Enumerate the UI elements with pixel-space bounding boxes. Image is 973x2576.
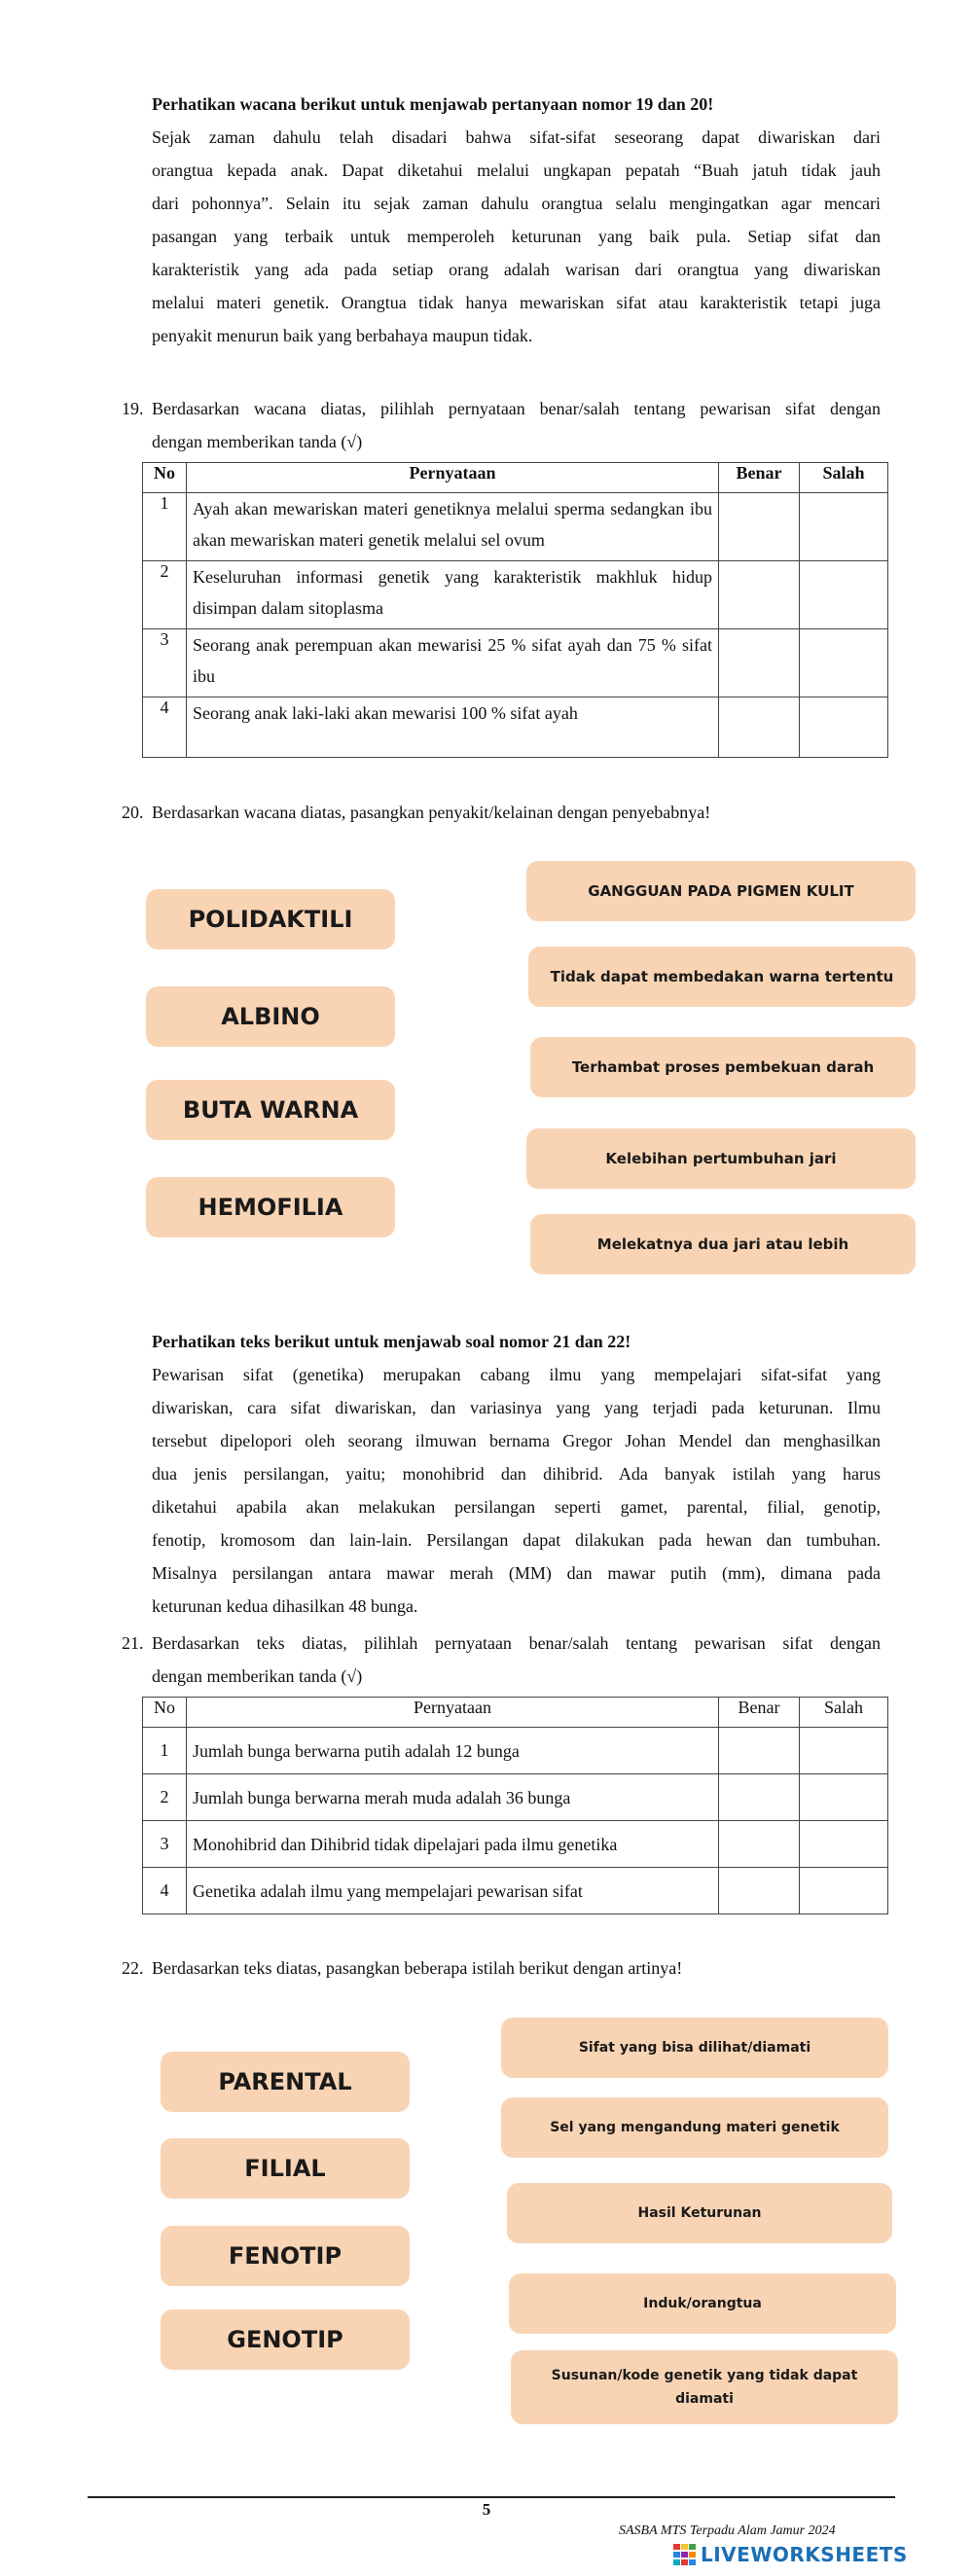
row-number: 4 (143, 698, 187, 758)
wacana1-line: melalui materi genetik. Orangtua tidak hanya mewariskan sifat atau karakteristik tetapi juga (152, 293, 881, 312)
salah-cell[interactable] (800, 1728, 888, 1774)
q22-number: 22. (122, 1958, 144, 1978)
row-number: 4 (143, 1868, 187, 1914)
q19-table-header (143, 463, 888, 493)
benar-cell[interactable] (719, 1728, 800, 1774)
match-left-fenotip[interactable]: FENOTIP (161, 2226, 410, 2286)
q19-text-line2: dengan memberikan tanda (√) (152, 432, 363, 451)
row-statement: Seorang anak laki-laki akan mewarisi 100 % sifat ayah (187, 698, 719, 758)
table-row (143, 1728, 888, 1774)
q20-number: 20. (122, 803, 144, 822)
benar-cell[interactable] (719, 1774, 800, 1821)
salah-cell[interactable] (800, 561, 888, 629)
footer-divider (88, 2496, 895, 2498)
match-right-dilihat-diamati[interactable]: Sifat yang bisa dilihat/diamati (501, 2018, 888, 2078)
row-number: 2 (143, 561, 187, 629)
liveworksheets-brand: LIVEWORKSHEETS (701, 2543, 908, 2566)
table-row (143, 1868, 888, 1914)
wacana1-line: penyakit menurun baik yang berbahaya maupun tidak. (152, 326, 533, 345)
row-statement: Ayah akan mewariskan materi genetiknya melalui sperma sedangkan ibu akan mewariskan materi genetik melalui sel ovum (187, 493, 719, 561)
match-right-pembekuan-darah[interactable]: Terhambat proses pembekuan darah (530, 1037, 916, 1097)
wacana2-line: diwariskan, cara sifat diwariskan, dan variasinya yang yang terjadi pada keturunan. Ilmu (152, 1398, 881, 1417)
header-pernyataan: Pernyataan (187, 1698, 719, 1728)
q21-table (142, 1697, 888, 1914)
row-statement: Genetika adalah ilmu yang mempelajari pewarisan sifat (187, 1868, 719, 1914)
wacana2-line: Misalnya persilangan antara mawar merah (MM) dan mawar putih (mm), dimana pada (152, 1563, 881, 1583)
row-number: 3 (143, 629, 187, 698)
wacana2-line: tersebut dipelopori oleh seorang ilmuwan bernama Gregor Johan Mendel dan menghasilkan (152, 1431, 881, 1450)
row-statement: Monohibrid dan Dihibrid tidak dipelajari pada ilmu genetika (187, 1821, 719, 1868)
wacana1-line: karakteristik yang ada pada setiap orang adalah warisan dari orangtua yang diwariskan (152, 260, 881, 279)
header-salah: Salah (800, 463, 888, 493)
row-statement: Jumlah bunga berwarna merah muda adalah 36 bunga (187, 1774, 719, 1821)
liveworksheets-logo[interactable] (673, 2543, 908, 2566)
salah-cell[interactable] (800, 698, 888, 758)
wacana1-line: dari pohonnya”. Selain itu sejak zaman dahulu orangtua selalu mengingatkan agar mencari (152, 194, 881, 213)
match-left-hemofilia[interactable]: HEMOFILIA (146, 1177, 395, 1237)
q21-table-header (143, 1698, 888, 1728)
row-number: 2 (143, 1774, 187, 1821)
row-number: 1 (143, 1728, 187, 1774)
match-left-genotip[interactable]: GENOTIP (161, 2309, 410, 2370)
benar-cell[interactable] (719, 1868, 800, 1914)
match-right-induk-orangtua[interactable]: Induk/orangtua (509, 2273, 896, 2334)
wacana2-line: fenotip, kromosom dan lain-lain. Persilangan dapat dilakukan pada hewan dan tumbuhan. (152, 1530, 881, 1550)
salah-cell[interactable] (800, 629, 888, 698)
wacana2-paragraph (152, 1358, 881, 1623)
row-statement: Keseluruhan informasi genetik yang karakteristik makhluk hidup disimpan dalam sitoplasma (187, 561, 719, 629)
benar-cell[interactable] (719, 1821, 800, 1868)
match-right-hasil-keturunan[interactable]: Hasil Keturunan (507, 2183, 892, 2243)
row-statement: Seorang anak perempuan akan mewarisi 25 % sifat ayah dan 75 % sifat ibu (187, 629, 719, 698)
table-row (143, 698, 888, 758)
wacana2-heading: Perhatikan teks berikut untuk menjawab soal nomor 21 dan 22! (152, 1332, 631, 1351)
benar-cell[interactable] (719, 493, 800, 561)
match-right-materi-genetik[interactable]: Sel yang mengandung materi genetik (501, 2097, 888, 2158)
q20-text: Berdasarkan wacana diatas, pasangkan penyakit/kelainan dengan penyebabnya! (152, 803, 711, 822)
match-right-tidak-dapat-diamati[interactable]: Susunan/kode genetik yang tidak dapat diamati (511, 2350, 898, 2424)
q21-text-line2: dengan memberikan tanda (√) (152, 1666, 363, 1686)
header-salah: Salah (800, 1698, 888, 1728)
wacana1-line: Sejak zaman dahulu telah disadari bahwa sifat-sifat seseorang dapat diwariskan dari (152, 127, 881, 147)
benar-cell[interactable] (719, 561, 800, 629)
match-right-pigmen-kulit[interactable]: GANGGUAN PADA PIGMEN KULIT (526, 861, 916, 921)
table-row (143, 493, 888, 561)
page-number: 5 (482, 2500, 491, 2519)
row-statement: Jumlah bunga berwarna putih adalah 12 bunga (187, 1728, 719, 1774)
wacana2-line: diketahui apabila akan melakukan persilangan seperti gamet, parental, filial, genotip, (152, 1497, 881, 1517)
row-number: 3 (143, 1821, 187, 1868)
salah-cell[interactable] (800, 1868, 888, 1914)
wacana1-heading: Perhatikan wacana berikut untuk menjawab pertanyaan nomor 19 dan 20! (152, 94, 714, 114)
q21-number: 21. (122, 1633, 144, 1653)
q22-text: Berdasarkan teks diatas, pasangkan beberapa istilah berikut dengan artinya! (152, 1958, 683, 1978)
wacana1-paragraph (152, 121, 881, 352)
row-number: 1 (143, 493, 187, 561)
q19-table (142, 462, 888, 758)
salah-cell[interactable] (800, 1774, 888, 1821)
wacana1-line: pasangan yang terbaik untuk memperoleh keturunan yang baik pula. Setiap sifat dan (152, 227, 881, 246)
wacana2-line: keturunan kedua dihasilkan 48 bunga. (152, 1596, 418, 1616)
match-left-parental[interactable]: PARENTAL (161, 2052, 410, 2112)
table-row (143, 1821, 888, 1868)
wacana2-line: Pewarisan sifat (genetika) merupakan cabang ilmu yang mempelajari sifat-sifat yang (152, 1365, 881, 1384)
match-left-albino[interactable]: ALBINO (146, 986, 395, 1047)
salah-cell[interactable] (800, 1821, 888, 1868)
match-right-melekatnya-jari[interactable]: Melekatnya dua jari atau lebih (530, 1214, 916, 1274)
table-row (143, 629, 888, 698)
wacana2-line: dua jenis persilangan, yaitu; monohibrid dan dihibrid. Ada banyak istilah yang harus (152, 1464, 881, 1484)
match-left-filial[interactable]: FILIAL (161, 2138, 410, 2199)
liveworksheets-grid-icon (673, 2544, 697, 2565)
match-right-pertumbuhan-jari[interactable]: Kelebihan pertumbuhan jari (526, 1128, 916, 1189)
salah-cell[interactable] (800, 493, 888, 561)
header-pernyataan: Pernyataan (187, 463, 719, 493)
header-benar: Benar (719, 463, 800, 493)
match-right-warna-tertentu[interactable]: Tidak dapat membedakan warna tertentu (528, 947, 916, 1007)
benar-cell[interactable] (719, 629, 800, 698)
q21-text-line1: Berdasarkan teks diatas, pilihlah pernyataan benar/salah tentang pewarisan sifat dengan (152, 1633, 881, 1653)
q19-number: 19. (122, 399, 144, 418)
header-no: No (143, 1698, 187, 1728)
header-benar: Benar (719, 1698, 800, 1728)
match-left-polidaktili[interactable]: POLIDAKTILI (146, 889, 395, 949)
table-row (143, 1774, 888, 1821)
table-row (143, 561, 888, 629)
match-left-buta-warna[interactable]: BUTA WARNA (146, 1080, 395, 1140)
benar-cell[interactable] (719, 698, 800, 758)
footer-caption: SASBA MTS Terpadu Alam Jamur 2024 (619, 2523, 836, 2538)
q19-text-line1: Berdasarkan wacana diatas, pilihlah pernyataan benar/salah tentang pewarisan sifat dengan (152, 399, 881, 418)
header-no: No (143, 463, 187, 493)
wacana1-line: orangtua kepada anak. Dapat diketahui melalui ungkapan pepatah “Buah jatuh tidak jauh (152, 161, 881, 180)
